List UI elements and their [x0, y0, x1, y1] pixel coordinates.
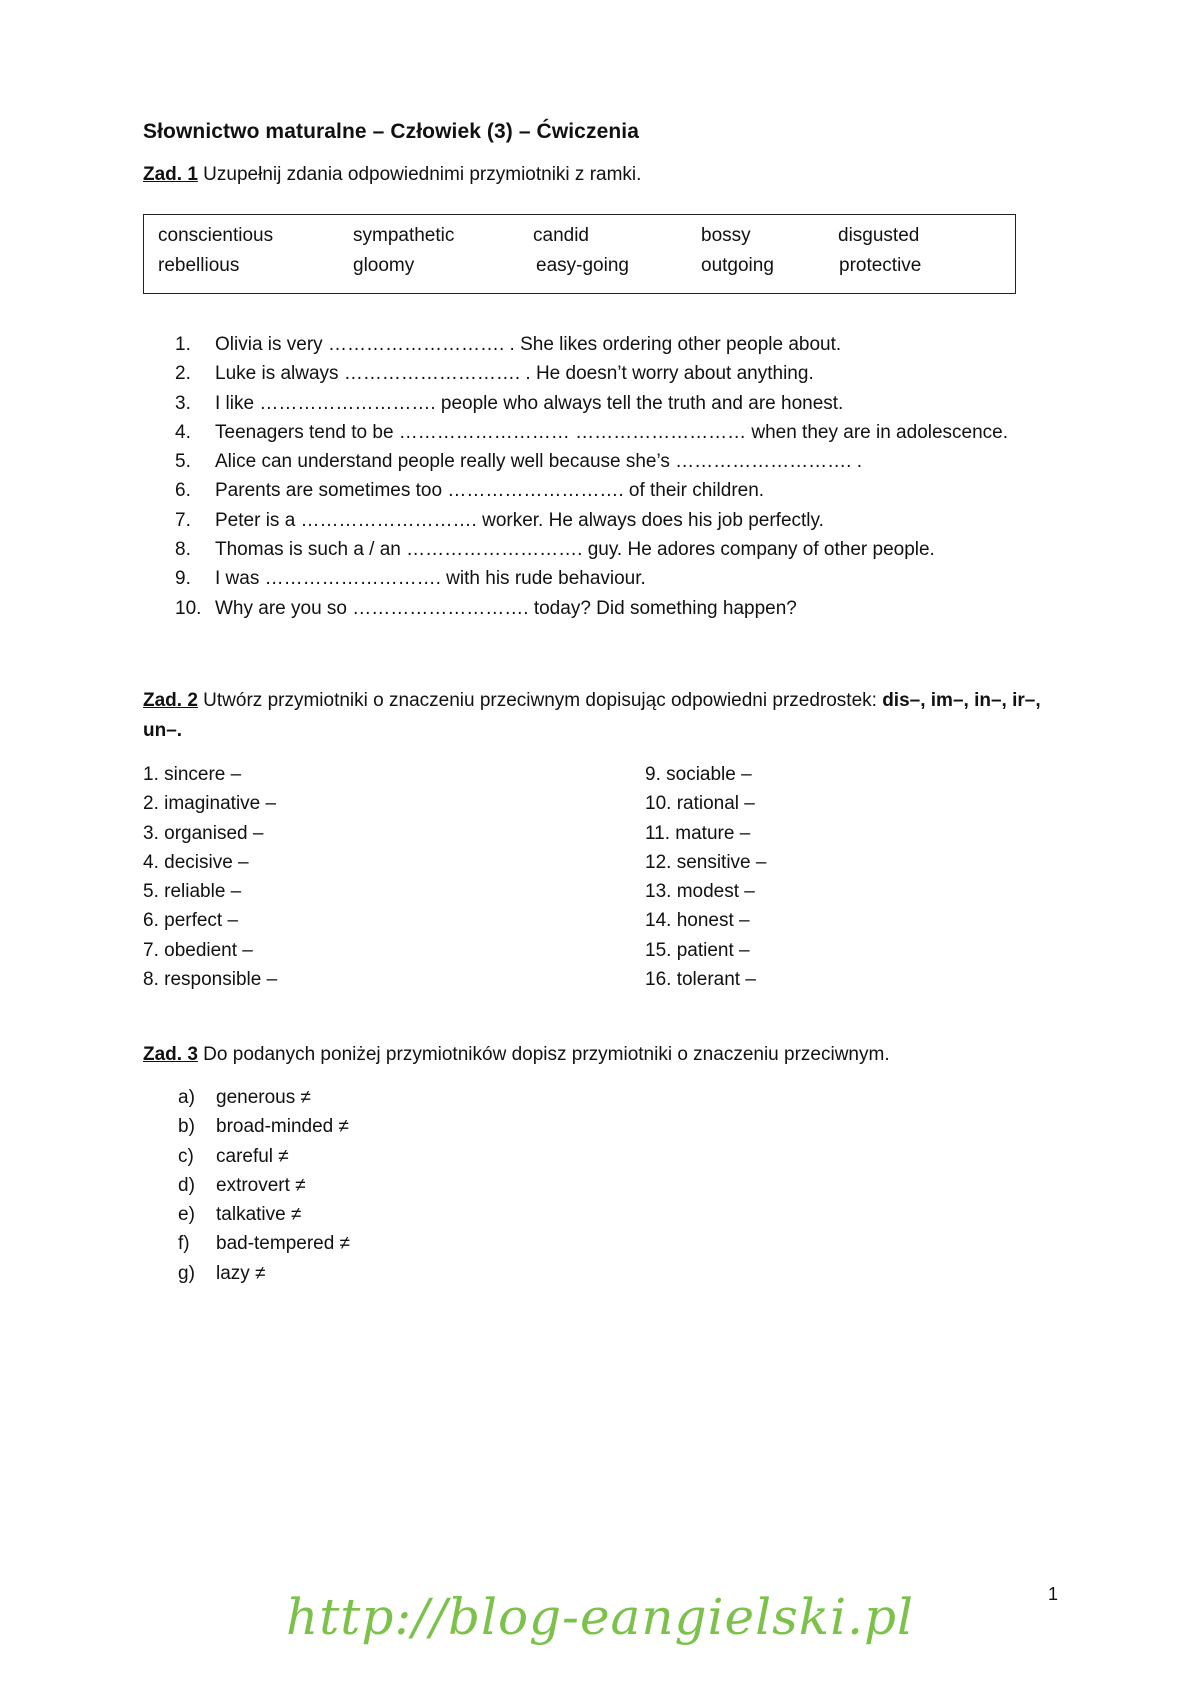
sentence-text: Peter is a ………………………. worker. He always does his job perfectly.	[215, 509, 824, 531]
task2-instruction: Utwórz przymiotniki o znaczeniu przeciwnym dopisując odpowiedni przedrostek:	[197, 690, 883, 711]
item-number: 7.	[175, 509, 191, 531]
task2-label: Zad. 2	[143, 690, 198, 711]
box-word: outgoing	[701, 255, 774, 276]
task3-label: Zad. 3	[143, 1044, 198, 1065]
item-text: lazy ≠	[216, 1262, 266, 1284]
box-word: rebellious	[158, 255, 240, 276]
list-item: 5. reliable –	[143, 881, 242, 903]
list-item: 13. modest –	[645, 881, 755, 903]
list-item: 4. decisive –	[143, 851, 249, 873]
item-letter: e)	[178, 1204, 195, 1226]
item-letter: a)	[178, 1087, 195, 1108]
list-item: 16. tolerant –	[645, 969, 756, 991]
box-word: bossy	[701, 225, 751, 246]
item-number: 6.	[175, 480, 191, 502]
list-item: 7. obedient –	[143, 939, 253, 961]
list-item: 14. honest –	[645, 910, 750, 932]
box-word: gloomy	[353, 255, 415, 276]
list-item: 6. perfect –	[143, 910, 239, 932]
box-word: sympathetic	[353, 225, 455, 246]
sentence-text: Alice can understand people really well because she’s ………………………. .	[215, 451, 862, 473]
task3-heading	[143, 1040, 1083, 1070]
sentence-text: I like ………………………. people who always tell the truth and are honest.	[215, 392, 844, 414]
item-letter: b)	[178, 1116, 195, 1138]
item-text: extrovert ≠	[216, 1174, 306, 1196]
item-letter: g)	[178, 1262, 195, 1284]
list-item: 8. responsible –	[143, 969, 278, 991]
list-item	[175, 447, 1008, 476]
list-item	[175, 389, 1008, 418]
sentence-text: Olivia is very ………………………. . She likes ordering other people about.	[215, 334, 842, 355]
list-item: 12. sensitive –	[645, 851, 767, 873]
page-title: Słownictwo maturalne – Człowiek (3) – Ćwiczenia	[143, 120, 639, 143]
item-number: 3.	[175, 392, 191, 414]
footer-link[interactable]: http://blog-eangielski.pl	[286, 1588, 914, 1646]
sentence-text: Why are you so ………………………. today? Did something happen?	[215, 597, 797, 619]
item-text: talkative ≠	[216, 1204, 302, 1226]
item-number: 9.	[175, 568, 191, 590]
item-letter: c)	[178, 1145, 194, 1167]
list-item	[175, 535, 1008, 564]
list-item: 9. sociable –	[645, 764, 752, 785]
item-number: 4.	[175, 421, 191, 443]
list-item	[178, 1112, 350, 1141]
item-letter: d)	[178, 1174, 195, 1196]
list-item	[178, 1200, 350, 1229]
list-item	[178, 1229, 350, 1258]
list-item	[175, 564, 1008, 593]
box-word: conscientious	[158, 225, 274, 246]
item-text: careful ≠	[216, 1145, 289, 1167]
list-item: 3. organised –	[143, 822, 264, 844]
item-text: broad-minded ≠	[216, 1116, 349, 1138]
task2-heading	[143, 686, 1083, 746]
list-item	[175, 594, 1008, 623]
list-item	[175, 506, 1008, 535]
item-number: 8.	[175, 539, 191, 561]
list-item: 10. rational –	[645, 793, 755, 815]
task3-items	[178, 1083, 350, 1288]
list-item	[175, 330, 1008, 359]
list-item	[178, 1171, 350, 1200]
item-text: generous ≠	[216, 1087, 311, 1108]
item-number: 2.	[175, 363, 191, 385]
sentence-text: Thomas is such a / an ………………………. guy. He adores company of other people.	[215, 539, 935, 561]
task3-instruction: Do podanych poniżej przymiotników dopisz przymiotniki o znaczeniu przeciwnym.	[197, 1044, 890, 1065]
sentence-text: I was ………………………. with his rude behaviour.	[215, 568, 646, 590]
item-number: 5.	[175, 451, 191, 473]
task1-instruction: Uzupełnij zdania odpowiednimi przymiotniki z ramki.	[197, 164, 642, 185]
box-word: candid	[533, 225, 589, 246]
list-item	[178, 1259, 350, 1288]
page-number: 1	[1048, 1584, 1059, 1604]
task2-left-column	[143, 760, 277, 994]
task1-sentences	[175, 330, 1008, 623]
task1-label: Zad. 1	[143, 164, 198, 185]
task2-prefixes: dis–, im–, in–, ir–, un–.	[143, 690, 1041, 741]
word-box	[143, 214, 1016, 294]
item-text: bad-tempered ≠	[216, 1233, 351, 1255]
item-number: 10.	[175, 597, 202, 619]
item-letter: f)	[178, 1233, 190, 1255]
sentence-text: Parents are sometimes too ………………………. of their children.	[215, 480, 765, 502]
task2-right-column	[645, 760, 766, 994]
list-item: 1. sincere –	[143, 764, 242, 785]
list-item	[175, 476, 1008, 505]
list-item: 2. imaginative –	[143, 793, 277, 815]
list-item: 11. mature –	[645, 822, 751, 844]
list-item	[178, 1083, 350, 1112]
sentence-text: Luke is always ………………………. . He doesn’t worry about anything.	[215, 363, 814, 385]
list-item	[178, 1142, 350, 1171]
list-item: 15. patient –	[645, 939, 750, 961]
sentence-text: Teenagers tend to be ……………………… ……………………… when they are in adolescence.	[215, 421, 1009, 443]
list-item	[175, 418, 1008, 447]
task1-heading	[143, 160, 1083, 190]
item-number: 1.	[175, 334, 191, 355]
box-word: easy-going	[536, 255, 629, 276]
list-item	[175, 359, 1008, 388]
box-word: disgusted	[838, 225, 920, 246]
box-word: protective	[839, 255, 922, 276]
